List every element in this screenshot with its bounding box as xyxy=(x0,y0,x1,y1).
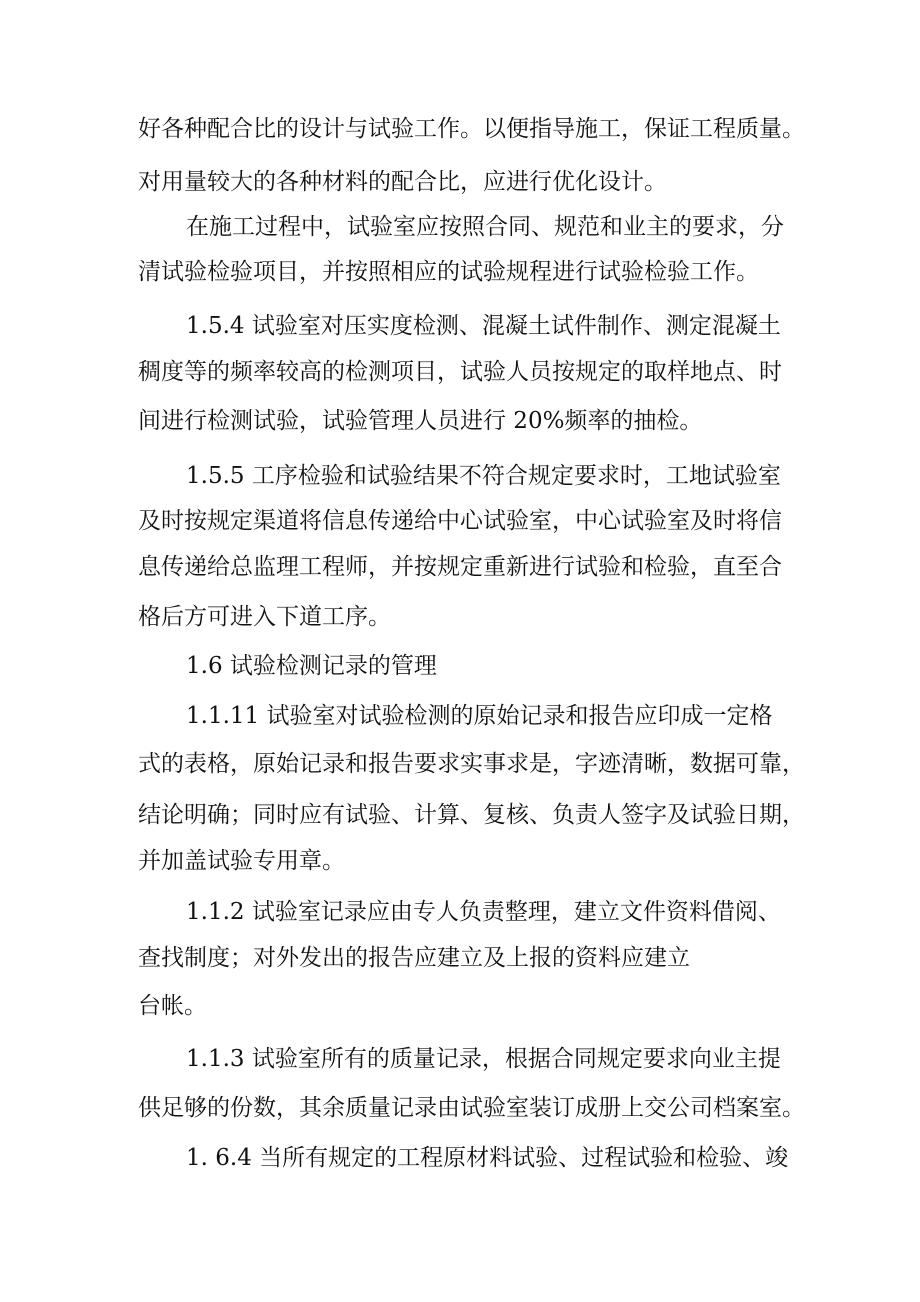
text-line: 台帐。 xyxy=(138,993,207,1019)
text-line: 并加盖试验专用章。 xyxy=(138,848,345,874)
text-line: 对用量较大的各种材料的配合比，应进行优化设计。 xyxy=(138,169,667,195)
paragraph-first-line: 1. 6.4 当所有规定的工程原材料试验、过程试验和检验、竣 xyxy=(186,1145,789,1171)
paragraph-first-line: 在施工过程中，试验室应按照合同、规范和业主的要求，分 xyxy=(186,214,784,240)
text-line: 式的表格，原始记录和报告要求实事求是，字迹清晰，数据可靠， xyxy=(138,751,805,777)
text-line: 查找制度；对外发出的报告应建立及上报的资料应建立 xyxy=(138,945,690,971)
text-line: 格后方可进入下道工序。 xyxy=(138,604,391,630)
section-heading: 1.6 试验检测记录的管理 xyxy=(186,653,437,679)
text-line: 供足够的份数，其余质量记录由试验室装订成册上交公司档案室。 xyxy=(138,1095,805,1121)
text-line: 结论明确；同时应有试验、计算、复核、负责人签字及试验日期， xyxy=(138,802,805,828)
paragraph-first-line: 1.1.11 试验室对试验检测的原始记录和报告应印成一定格 xyxy=(186,703,773,729)
text-line: 稠度等的频率较高的检测项目，试验人员按规定的取样地点、时 xyxy=(138,359,782,385)
text-line: 间进行检测试验，试验管理人员进行 20%频率的抽检。 xyxy=(138,408,703,434)
text-line: 及时按规定渠道将信息传递给中心试验室，中心试验室及时将信 xyxy=(138,508,782,534)
text-line: 清试验检验项目，并按照相应的试验规程进行试验检验工作。 xyxy=(138,259,759,285)
text-line: 息传递给总监理工程师，并按规定重新进行试验和检验，直至合 xyxy=(138,554,782,580)
paragraph-first-line: 1.1.3 试验室所有的质量记录，根据合同规定要求向业主提 xyxy=(186,1046,781,1072)
text-line: 好各种配合比的设计与试验工作。以便指导施工，保证工程质量。 xyxy=(138,116,805,142)
paragraph-first-line: 1.5.5 工序检验和试验结果不符合规定要求时，工地试验室 xyxy=(186,463,781,489)
paragraph-first-line: 1.5.4 试验室对压实度检测、混凝土试件制作、测定混凝土 xyxy=(186,313,781,339)
paragraph-first-line: 1.1.2 试验室记录应由专人负责整理，建立文件资料借阅、 xyxy=(186,899,781,925)
